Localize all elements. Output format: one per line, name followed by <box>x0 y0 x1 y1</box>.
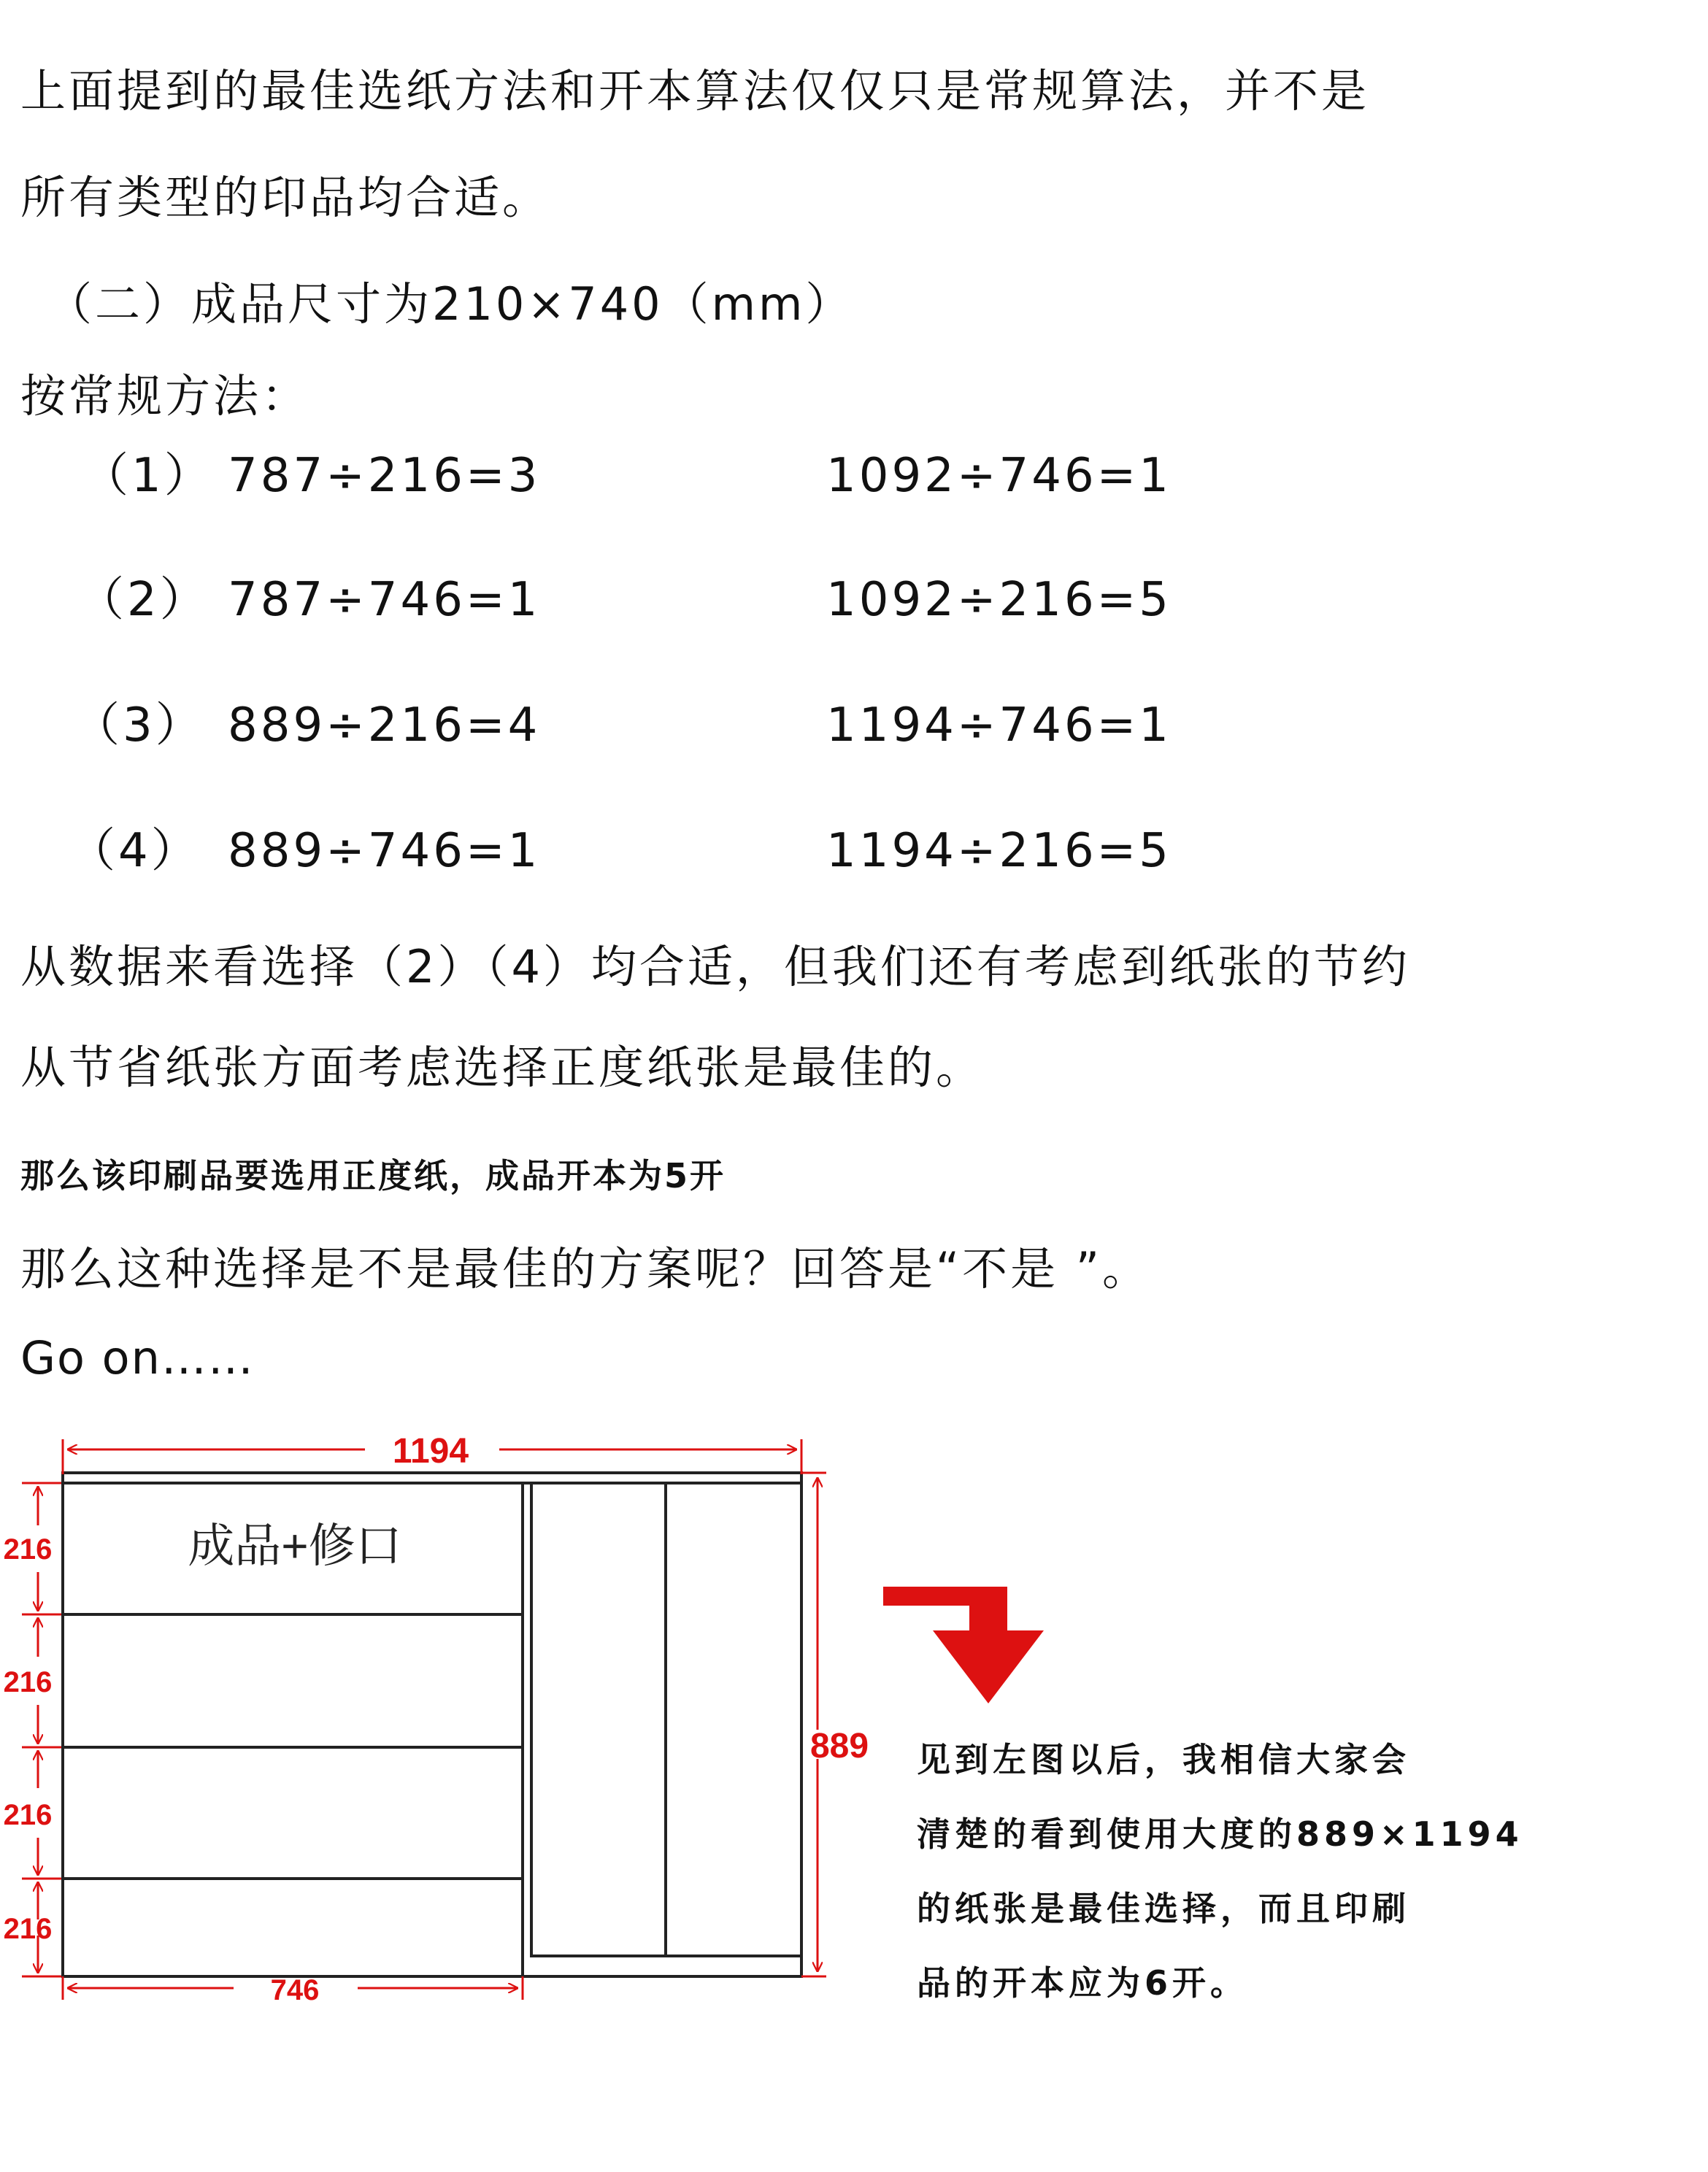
calc-number: （3） <box>73 698 205 752</box>
calc-left: 787÷746=1 <box>228 573 541 627</box>
paper-outline <box>63 1473 801 1976</box>
paper-layout-diagram <box>0 1416 905 2029</box>
bottom-width-label: 746 <box>270 1974 320 2006</box>
paragraph-conclusion: 那么该印刷品要选用正度纸，成品开本为5开 <box>20 1156 726 1195</box>
note-line-4: 品的开本应为6开。 <box>917 1963 1249 2003</box>
row-height-label: 216 <box>3 1913 53 1945</box>
top-width-label: 1194 <box>392 1432 469 1471</box>
paragraph-2: 所有类型的印品均合适。 <box>20 171 551 224</box>
section-heading: （二）成品尺寸为210×740（mm） <box>47 277 854 331</box>
paragraph-1: 上面提到的最佳选纸方法和开本算法仅仅只是常规算法，并不是 <box>20 64 1370 118</box>
calc-number: （2） <box>77 573 209 627</box>
paragraph-analysis: 从数据来看选择（2）（4）均合适，但我们还有考虑到纸张的节约 <box>20 940 1410 993</box>
calc-number: （1） <box>82 449 214 503</box>
dimension-lines <box>22 1439 826 2000</box>
paragraph-question: 那么这种选择是不是最佳的方案呢？回答是“不是 ”。 <box>20 1242 1150 1295</box>
note-line-3: 的纸张是最佳选择，而且印刷 <box>917 1889 1410 1928</box>
right-height-label: 889 <box>809 1727 869 1765</box>
calc-right: 1194÷216=5 <box>826 824 1172 878</box>
cell-label: 成品+修口 <box>188 1520 402 1572</box>
calc-right: 1092÷216=5 <box>826 573 1172 627</box>
row-height-label: 216 <box>3 1533 53 1566</box>
paragraph-saving: 从节省纸张方面考虑选择正度纸张是最佳的。 <box>20 1041 985 1094</box>
paragraph-go-on: Go on…… <box>20 1331 255 1385</box>
calc-left: 889÷746=1 <box>228 824 541 878</box>
calc-left: 889÷216=4 <box>228 698 541 752</box>
calc-number: （4） <box>69 824 201 878</box>
calc-right: 1194÷746=1 <box>826 698 1172 752</box>
paragraph-method: 按常规方法： <box>20 369 310 423</box>
note-line-1: 见到左图以后，我相信大家会 <box>917 1740 1410 1779</box>
calc-right: 1092÷746=1 <box>826 449 1172 503</box>
calc-left: 787÷216=3 <box>228 449 541 503</box>
row-height-label: 216 <box>3 1799 53 1831</box>
row-height-label: 216 <box>3 1666 53 1698</box>
note-line-2: 清楚的看到使用大度的889×1194 <box>917 1814 1523 1854</box>
arrow-down-icon <box>874 1579 1064 1733</box>
